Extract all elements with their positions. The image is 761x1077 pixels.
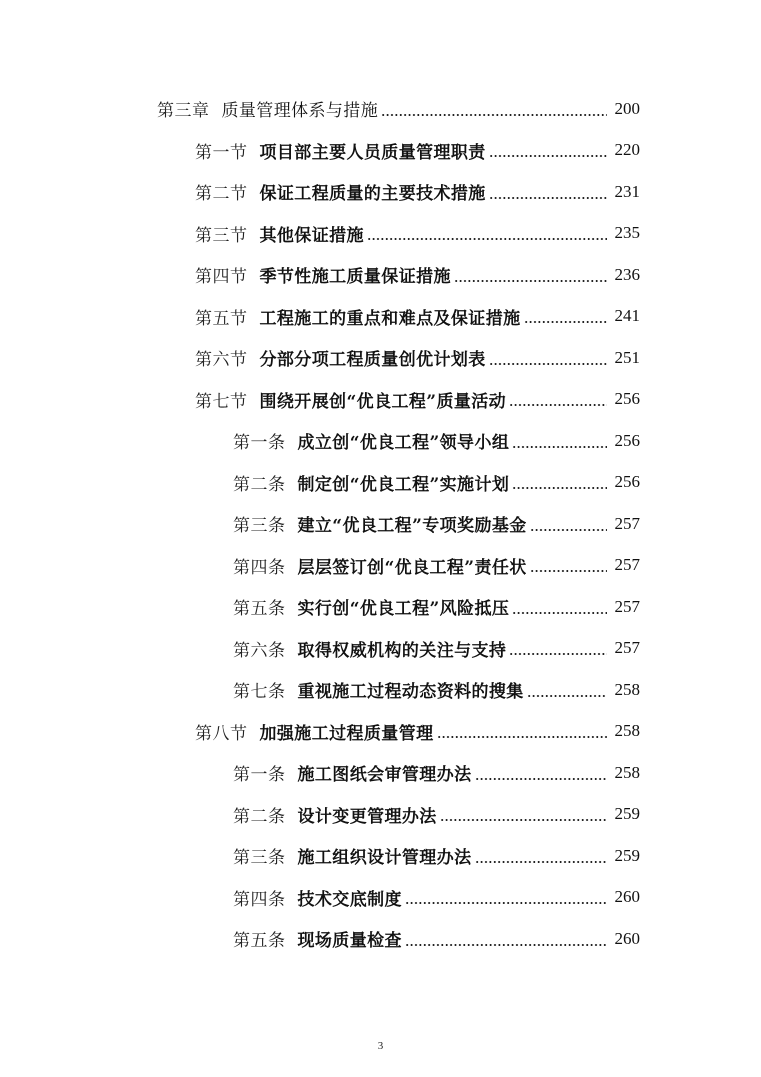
toc-dot-leader [489,155,607,157]
toc-dot-leader [489,197,607,199]
toc-entry[interactable] [0,877,761,919]
toc-entry-title: 项目部主要人员质量管理职责 [259,142,486,163]
toc-entry-title: 保证工程质量的主要技术措施 [259,184,486,205]
toc-entry[interactable] [0,88,761,130]
toc-entry-title: 实行创“优良工程”风险抵压 [297,599,510,620]
toc-entry-title: 制定创“优良工程”实施计划 [297,474,510,495]
toc-entry[interactable] [0,213,761,255]
toc-entry-title: 取得权威机构的关注与支持 [297,640,507,661]
toc-entry-page: 256 [614,430,640,450]
toc-entry-label: 第七条 [233,682,286,703]
toc-entry-label: 第三条 [233,516,286,537]
toc-entry-label: 第二条 [233,474,286,495]
toc-entry-page: 231 [614,181,640,201]
toc-entry[interactable] [0,462,761,504]
toc-entry[interactable] [0,835,761,877]
toc-dot-leader [524,321,608,323]
toc-entry-page: 256 [614,389,640,409]
toc-entry[interactable] [0,379,761,421]
toc-entry-title: 施工组织设计管理办法 [297,848,472,869]
toc-dot-leader [475,778,608,780]
toc-entry-title: 加强施工过程质量管理 [259,723,434,744]
toc-entry-label: 第三节 [195,225,248,246]
toc-entry[interactable] [0,628,761,670]
toc-dot-leader [440,819,607,821]
toc-entry[interactable] [0,296,761,338]
toc-entry-title: 施工图纸会审管理办法 [297,765,472,786]
table-of-contents [0,88,761,960]
toc-dot-leader [489,363,607,365]
toc-dot-leader [530,570,607,572]
toc-entry[interactable] [0,130,761,172]
toc-dot-leader [509,404,607,406]
toc-entry-title: 工程施工的重点和难点及保证措施 [259,308,521,329]
toc-dot-leader [405,944,607,946]
toc-entry-label: 第六条 [233,640,286,661]
toc-entry-title: 围绕开展创“优良工程”质量活动 [259,391,507,412]
toc-entry-label: 第二节 [195,184,248,205]
toc-entry[interactable] [0,420,761,462]
toc-dot-leader [475,861,608,863]
toc-entry-page: 251 [614,347,640,367]
toc-dot-leader [405,902,607,904]
toc-entry-label: 第四条 [233,889,286,910]
toc-entry-title: 分部分项工程质量创优计划表 [259,350,486,371]
toc-entry-page: 258 [614,721,640,741]
toc-entry-label: 第三条 [233,848,286,869]
toc-entry-page: 257 [614,638,640,658]
toc-entry-title: 其他保证措施 [259,225,364,246]
toc-entry-title: 季节性施工质量保证措施 [259,267,451,288]
toc-entry-label: 第五条 [233,599,286,620]
toc-entry-label: 第三章 [157,101,210,122]
toc-entry-label: 第四节 [195,267,248,288]
toc-entry-label: 第一条 [233,765,286,786]
toc-entry[interactable] [0,794,761,836]
toc-entry[interactable] [0,503,761,545]
page-number: 3 [377,1040,384,1052]
toc-entry-page: 241 [614,306,640,326]
toc-entry-title: 设计变更管理办法 [297,806,437,827]
toc-entry-title: 现场质量检查 [297,931,402,952]
toc-entry-title: 重视施工过程动态资料的搜集 [297,682,524,703]
toc-entry-page: 259 [614,845,640,865]
toc-entry-title: 层层签订创“优良工程”责任状 [297,557,527,578]
toc-entry[interactable] [0,711,761,753]
toc-entry-page: 259 [614,804,640,824]
toc-entry-title: 成立创“优良工程”领导小组 [297,433,510,454]
toc-dot-leader [509,653,607,655]
toc-entry[interactable] [0,545,761,587]
toc-dot-leader [381,114,607,116]
toc-entry-page: 258 [614,679,640,699]
toc-dot-leader [527,695,607,697]
toc-entry-page: 256 [614,472,640,492]
toc-entry-page: 236 [614,264,640,284]
toc-entry-label: 第五节 [195,308,248,329]
toc-entry-label: 第八节 [195,723,248,744]
toc-entry[interactable] [0,337,761,379]
toc-entry-page: 260 [614,887,640,907]
toc-entry-title: 技术交底制度 [297,889,402,910]
toc-entry-label: 第二条 [233,806,286,827]
toc-entry[interactable] [0,171,761,213]
toc-entry-page: 235 [614,223,640,243]
toc-dot-leader [530,529,607,531]
toc-entry-title: 建立“优良工程”专项奖励基金 [297,516,527,537]
toc-dot-leader [367,238,607,240]
toc-entry-label: 第一条 [233,433,286,454]
toc-entry-page: 257 [614,513,640,533]
toc-entry-label: 第五条 [233,931,286,952]
toc-dot-leader [437,736,608,738]
toc-entry-label: 第一节 [195,142,248,163]
toc-dot-leader [512,612,607,614]
toc-entry-page: 220 [614,140,640,160]
toc-entry[interactable] [0,669,761,711]
toc-entry-title: 质量管理体系与措施 [221,101,379,122]
toc-dot-leader [512,446,607,448]
toc-dot-leader [512,487,607,489]
toc-entry-label: 第七节 [195,391,248,412]
toc-entry-page: 257 [614,555,640,575]
toc-entry-page: 200 [614,98,640,118]
toc-entry-page: 260 [614,928,640,948]
toc-entry[interactable] [0,254,761,296]
toc-dot-leader [454,280,607,282]
toc-entry-label: 第四条 [233,557,286,578]
toc-entry[interactable] [0,918,761,960]
toc-entry-page: 258 [614,762,640,782]
toc-entry-label: 第六节 [195,350,248,371]
toc-entry[interactable] [0,752,761,794]
toc-entry-page: 257 [614,596,640,616]
toc-entry[interactable] [0,586,761,628]
